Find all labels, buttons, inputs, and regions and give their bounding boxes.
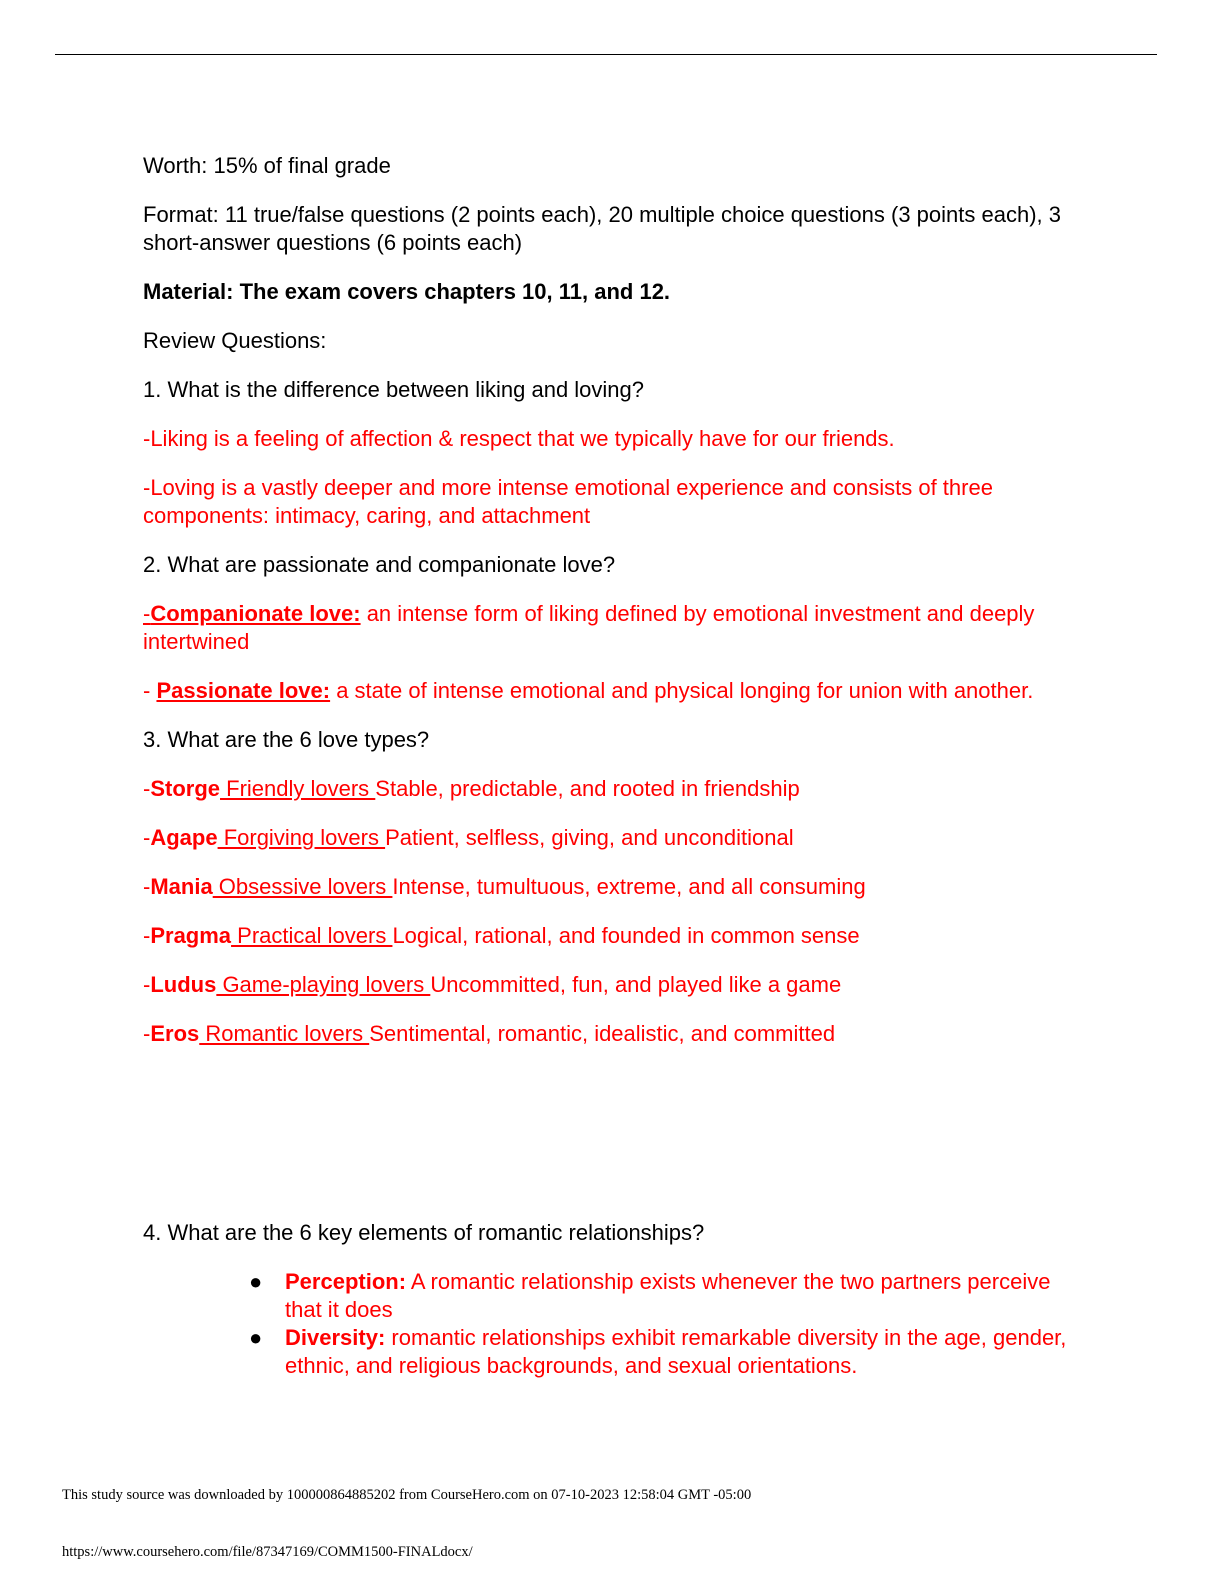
love-type-agape bbox=[143, 824, 1083, 852]
dash: - bbox=[143, 972, 151, 997]
love-type-desc: Stable, predictable, and rooted in friendship bbox=[375, 776, 800, 801]
document-body bbox=[143, 152, 1083, 1380]
element-term: Diversity: bbox=[285, 1325, 386, 1350]
q2-answer-companionate bbox=[143, 600, 1083, 656]
love-type-name: Storge bbox=[150, 776, 221, 801]
love-type-name: Pragma bbox=[150, 923, 232, 948]
love-type-label: Forgiving lovers bbox=[217, 825, 386, 850]
love-type-ludus bbox=[143, 971, 1083, 999]
question-2: 2. What are passionate and companionate love? bbox=[143, 552, 616, 577]
dash: - bbox=[143, 1021, 151, 1046]
definition-text: an intense form of liking defined by emotional investment and deeply intertwined bbox=[143, 601, 1035, 654]
love-type-mania bbox=[143, 873, 1083, 901]
love-type-name: Agape bbox=[150, 825, 218, 850]
love-type-label: Game-playing lovers bbox=[216, 972, 431, 997]
love-type-desc: Uncommitted, fun, and played like a game bbox=[430, 972, 842, 997]
review-heading: Review Questions: bbox=[143, 328, 327, 353]
love-type-label: Romantic lovers bbox=[199, 1021, 370, 1046]
element-term: Perception: bbox=[285, 1269, 407, 1294]
bullet-icon: ● bbox=[249, 1269, 263, 1294]
key-elements-list bbox=[143, 1268, 1083, 1380]
love-type-desc: Logical, rational, and founded in common sense bbox=[392, 923, 860, 948]
dash: - bbox=[143, 825, 151, 850]
love-type-desc: Intense, tumultuous, extreme, and all consuming bbox=[392, 874, 866, 899]
element-perception bbox=[249, 1268, 1083, 1324]
question-1: 1. What is the difference between liking and loving? bbox=[143, 377, 645, 402]
love-type-label: Friendly lovers bbox=[220, 776, 376, 801]
love-type-desc: Patient, selfless, giving, and unconditional bbox=[385, 825, 794, 850]
page-gap bbox=[143, 1069, 1083, 1219]
question-3: 3. What are the 6 love types? bbox=[143, 727, 430, 752]
element-text: A romantic relationship exists whenever the two partners perceive that it does bbox=[285, 1269, 1051, 1322]
love-type-label: Obsessive lovers bbox=[212, 874, 393, 899]
love-type-storge bbox=[143, 775, 1083, 803]
footer-source: This study source was downloaded by 100000864885202 from CourseHero.com on 07-10-2023 12:58:04 GMT -05:00 bbox=[62, 1487, 752, 1503]
element-diversity bbox=[249, 1324, 1083, 1380]
love-type-name: Ludus bbox=[150, 972, 217, 997]
love-type-pragma bbox=[143, 922, 1083, 950]
dash: - bbox=[143, 874, 151, 899]
dash: - bbox=[143, 776, 151, 801]
love-type-eros bbox=[143, 1020, 1083, 1048]
top-rule bbox=[55, 54, 1157, 55]
footer-url[interactable]: https://www.coursehero.com/file/87347169/COMM1500-FINALdocx/ bbox=[62, 1544, 473, 1560]
worth-line: Worth: 15% of final grade bbox=[143, 153, 391, 178]
element-text: romantic relationships exhibit remarkable diversity in the age, gender, ethnic, and religious backgrounds, and sexual orientations. bbox=[285, 1325, 1067, 1378]
dash: - bbox=[143, 923, 151, 948]
bullet-icon: ● bbox=[249, 1325, 263, 1350]
format-line: Format: 11 true/false questions (2 points each), 20 multiple choice questions (3 points each), 3 short-answer questions (6 points each) bbox=[143, 202, 1061, 255]
q1-answer-loving: -Loving is a vastly deeper and more intense emotional experience and consists of three components: intimacy, caring, and attachment bbox=[143, 475, 993, 528]
dash: - bbox=[143, 678, 157, 703]
love-type-name: Mania bbox=[150, 874, 213, 899]
q1-answer-liking: -Liking is a feeling of affection & respect that we typically have for our friends. bbox=[143, 426, 895, 451]
term-passionate-love: Passionate love: bbox=[156, 678, 331, 703]
love-type-label: Practical lovers bbox=[231, 923, 393, 948]
question-4: 4. What are the 6 key elements of romantic relationships? bbox=[143, 1220, 705, 1245]
q2-answer-passionate bbox=[143, 677, 1083, 705]
definition-text: a state of intense emotional and physical longing for union with another. bbox=[330, 678, 1034, 703]
material-line: Material: The exam covers chapters 10, 11, and 12. bbox=[143, 279, 671, 304]
dash: - bbox=[143, 601, 151, 626]
term-companionate-love: Companionate love: bbox=[150, 601, 361, 626]
love-type-desc: Sentimental, romantic, idealistic, and committed bbox=[369, 1021, 836, 1046]
love-type-name: Eros bbox=[150, 1021, 200, 1046]
